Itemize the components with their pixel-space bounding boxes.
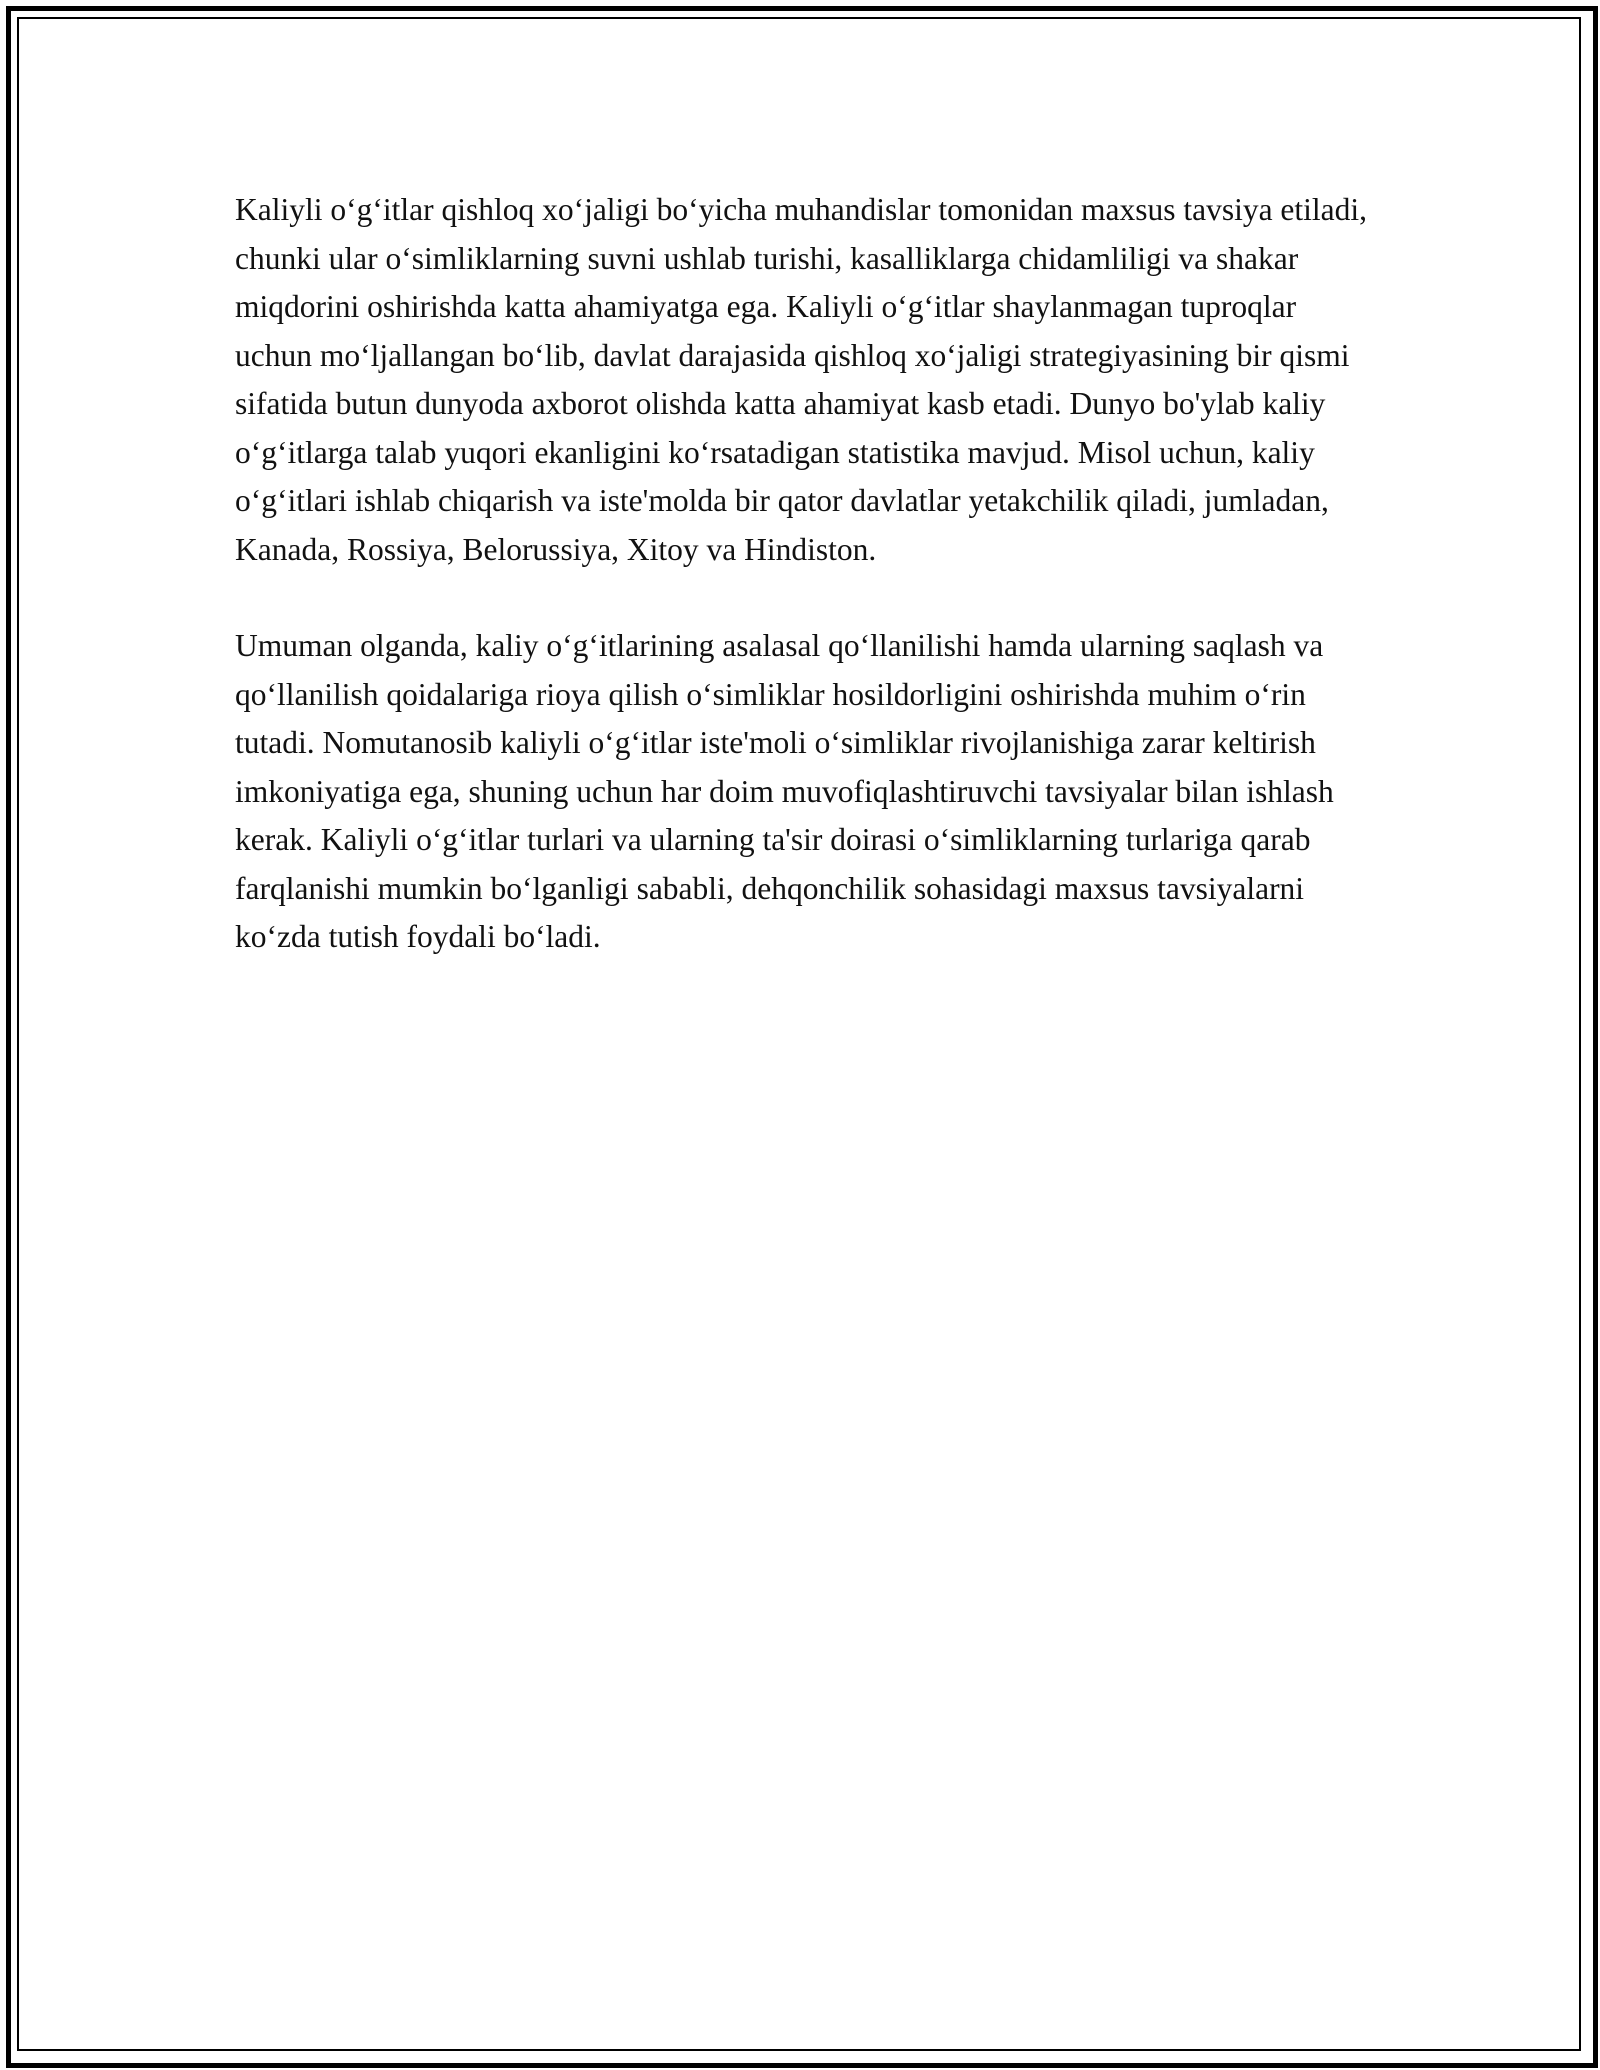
paragraph-2: Umuman olganda, kaliy o‘g‘itlarining asalasal qo‘llanilishi hamda ularning saqlash va qo‘llanilish qoidalariga rioya qilish o‘simliklar hosildorligini oshirishda muhim o‘rin tutadi. Nomutanosib kaliyli o‘g‘itlar iste'moli o‘simliklar rivojlanishiga zarar keltirish imkoniyatiga ega, shuning uchun har doim muvofiqlashtiruvchi tavsiyalar bilan ishlash kerak. Kaliyli o‘g‘itlar turlari va ularning ta'sir doirasi o‘simliklarning turlariga qarab farqlanishi mumkin bo‘lganligi sababli, dehqonchilik sohasidagi maxsus tavsiyalarni ko‘zda tutish foydali bo‘ladi. bbox=[235, 628, 1334, 954]
paragraph-1: Kaliyli o‘g‘itlar qishloq xo‘jaligi bo‘yicha muhandislar tomonidan maxsus tavsiya etiladi, chunki ular o‘simliklarning suvni ushlab turishi, kasalliklarga chidamliligi va shakar miqdorini oshirishda katta ahamiyatga ega. Kaliyli o‘g‘itlar shaylanmagan tuproqlar uchun mo‘ljallangan bo‘lib, davlat darajasida qishloq xo‘jaligi strategiyasining bir qismi sifatida butun dunyoda axborot olishda katta ahamiyat kasb etadi. Dunyo bo'ylab kaliy o‘g‘itlarga talab yuqori ekanligini ko‘rsatadigan statistika mavjud. Misol uchun, kaliy o‘g‘itlari ishlab chiqarish va iste'molda bir qator davlatlar yetakchilik qiladi, jumladan, Kanada, Rossiya, Belorussiya, Xitoy va Hindiston. bbox=[235, 192, 1368, 567]
document-body bbox=[235, 186, 1370, 1010]
